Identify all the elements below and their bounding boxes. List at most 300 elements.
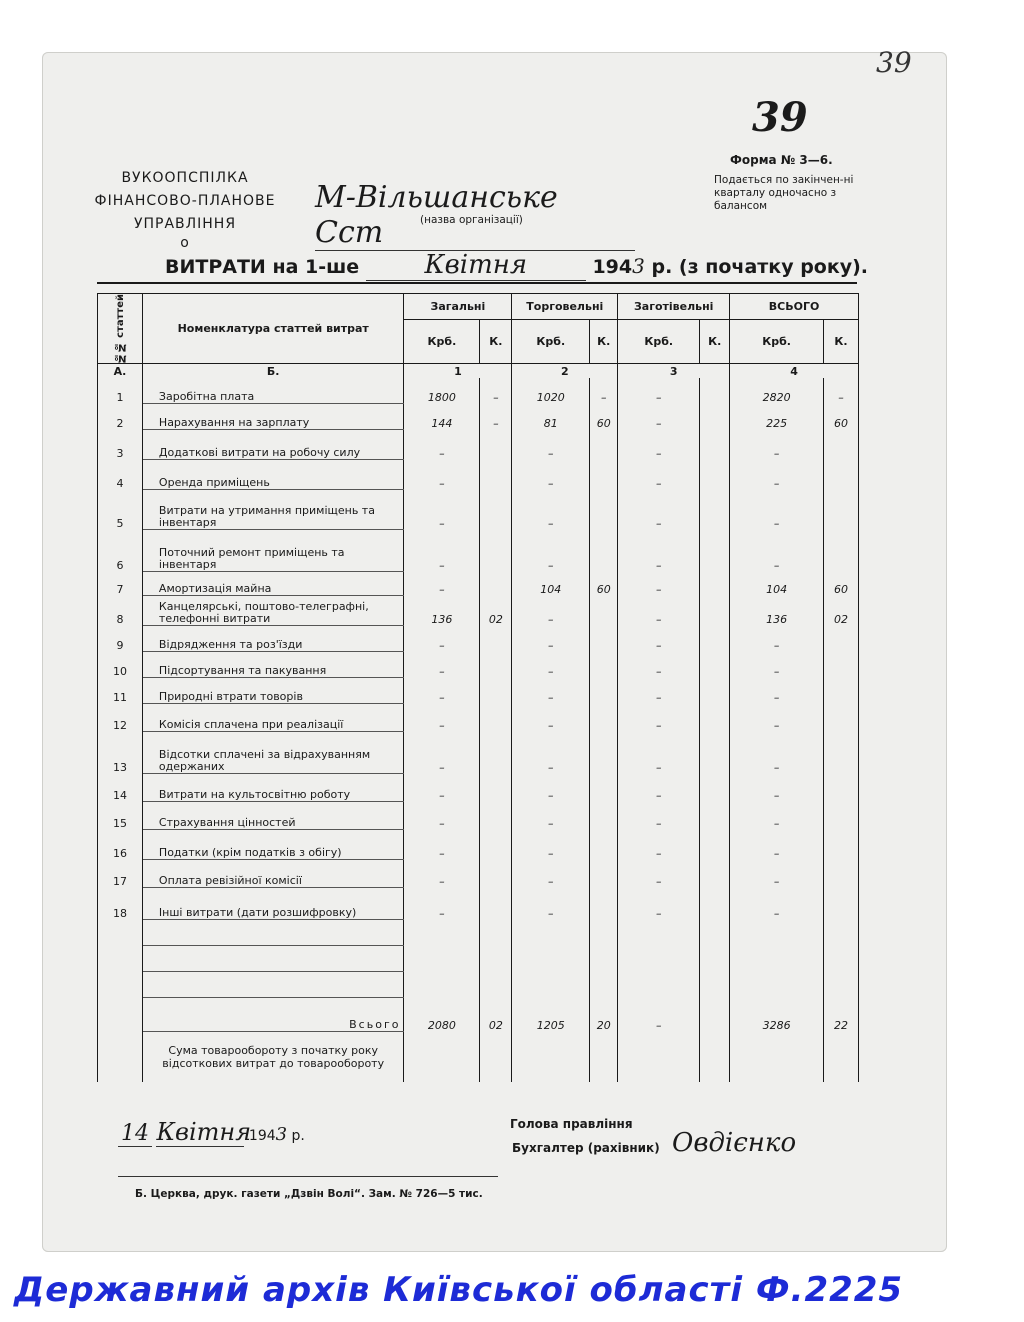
cell-trade-kop (590, 802, 618, 830)
table-row (98, 652, 859, 678)
blank-cell (142, 920, 404, 946)
row-name: Витрати на утримання приміщень та інвентаря (142, 490, 404, 530)
cell-total-kop (824, 704, 859, 732)
sub-kop-header: К. (480, 319, 512, 364)
cell-procurement-rub: – (618, 626, 700, 652)
cell-total-rub: – (730, 626, 824, 652)
turnover-cell (700, 1032, 730, 1082)
cell-procurement-rub: – (618, 830, 700, 860)
cell-procurement-kop (700, 830, 730, 860)
blank-cell (98, 920, 143, 946)
cell-trade-rub: – (512, 490, 590, 530)
blank-cell (730, 920, 824, 946)
cell-procurement-kop (700, 460, 730, 490)
cell-procurement-kop (700, 530, 730, 572)
row-number: 14 (98, 774, 143, 802)
cell-total-rub: 2820 (730, 378, 824, 404)
chairman-label: Голова правління (510, 1117, 633, 1131)
total-procurement-rub: – (618, 998, 700, 1032)
cell-general-rub: 136 (404, 596, 480, 626)
blank-cell (142, 946, 404, 972)
cell-trade-kop (590, 626, 618, 652)
cell-general-kop (480, 802, 512, 830)
cell-trade-kop: – (590, 378, 618, 404)
printer-imprint: Б. Церква, друк. газети „Дзвін Волі“. Зам. № 726—5 тис. (135, 1188, 483, 1200)
blank-cell (404, 972, 480, 998)
cell-trade-rub: – (512, 430, 590, 460)
group-trade-header: Торговельні (512, 294, 618, 320)
form-note: Подається по закінчен-ні кварталу одночасно з балансом (714, 174, 854, 212)
blank-cell (512, 946, 590, 972)
organization-name-handwritten: М-Вільшанське Сст (315, 180, 635, 251)
row-name: Комісія сплачена при реалізації (142, 704, 404, 732)
cell-trade-rub: – (512, 732, 590, 774)
organization-block (80, 167, 290, 250)
cell-total-rub: – (730, 774, 824, 802)
cell-total-kop (824, 626, 859, 652)
cell-trade-kop: 60 (590, 404, 618, 430)
row-name: Інші витрати (дати розшифровку) (142, 888, 404, 920)
cell-trade-rub: – (512, 704, 590, 732)
cell-procurement-kop (700, 652, 730, 678)
cell-general-kop (480, 678, 512, 704)
cell-total-kop (824, 460, 859, 490)
table-row (98, 490, 859, 530)
cell-procurement-kop (700, 704, 730, 732)
cell-procurement-rub: – (618, 704, 700, 732)
cell-procurement-kop (700, 732, 730, 774)
col-number-header: №№ статтей (98, 294, 143, 364)
cell-general-kop (480, 704, 512, 732)
cell-total-rub: 136 (730, 596, 824, 626)
cell-general-rub: – (404, 704, 480, 732)
cell-trade-kop (590, 430, 618, 460)
cell-procurement-rub: – (618, 802, 700, 830)
turnover-number-cell (98, 1032, 143, 1082)
table-row (98, 430, 859, 460)
cell-procurement-rub: – (618, 732, 700, 774)
cell-procurement-kop (700, 774, 730, 802)
cell-general-kop (480, 732, 512, 774)
row-name: Оплата ревізійної комісії (142, 860, 404, 888)
cell-procurement-kop (700, 430, 730, 460)
sub-kop-header: К. (700, 319, 730, 364)
blank-row (98, 946, 859, 972)
row-name: Природні втрати товорів (142, 678, 404, 704)
row-number: 4 (98, 460, 143, 490)
cell-total-kop: 02 (824, 596, 859, 626)
cell-general-kop (480, 490, 512, 530)
cell-total-rub: – (730, 802, 824, 830)
group-general-header: Загальні (404, 294, 512, 320)
row-name: Підсортування та пакування (142, 652, 404, 678)
row-number: 1 (98, 378, 143, 404)
blank-cell (480, 972, 512, 998)
cell-procurement-rub: – (618, 460, 700, 490)
row-name: Додаткові витрати на робочу силу (142, 430, 404, 460)
cell-general-kop: – (480, 404, 512, 430)
row-name: Заробітна плата (142, 378, 404, 404)
cell-general-rub: – (404, 802, 480, 830)
cell-total-rub: – (730, 460, 824, 490)
cell-trade-rub: – (512, 626, 590, 652)
cell-trade-rub: 1020 (512, 378, 590, 404)
sub-rub-header: Крб. (404, 319, 480, 364)
cell-general-rub: 144 (404, 404, 480, 430)
total-total-kop: 22 (824, 998, 859, 1032)
total-label: Всього (142, 998, 404, 1032)
table-row (98, 888, 859, 920)
blank-cell (618, 972, 700, 998)
cell-total-rub: – (730, 860, 824, 888)
group-procurement-header: Заготівельні (618, 294, 730, 320)
cell-trade-kop (590, 530, 618, 572)
cell-procurement-kop (700, 378, 730, 404)
row-name: Амортизація майна (142, 572, 404, 596)
row-number: 10 (98, 652, 143, 678)
cell-general-rub: – (404, 430, 480, 460)
row-name: Оренда приміщень (142, 460, 404, 490)
blank-row (98, 972, 859, 998)
blank-cell (590, 920, 618, 946)
cell-general-kop (480, 774, 512, 802)
cell-total-rub: – (730, 830, 824, 860)
cell-total-rub: 104 (730, 572, 824, 596)
cell-procurement-kop (700, 596, 730, 626)
row-name: Страхування цінностей (142, 802, 404, 830)
row-number: 7 (98, 572, 143, 596)
row-name: Поточний ремонт приміщень та інвентаря (142, 530, 404, 572)
date-day: 14 (118, 1121, 152, 1147)
table-row (98, 830, 859, 860)
row-number: 3 (98, 430, 143, 460)
index-b: Б. (142, 364, 404, 378)
cell-total-kop: 60 (824, 404, 859, 430)
blank-row (98, 920, 859, 946)
turnover-cell (404, 1032, 480, 1082)
cell-procurement-rub: – (618, 572, 700, 596)
cell-general-rub: – (404, 732, 480, 774)
cell-total-kop (824, 802, 859, 830)
table-row (98, 530, 859, 572)
cell-trade-kop (590, 732, 618, 774)
turnover-cell (618, 1032, 700, 1082)
title-year: 194 (592, 256, 633, 278)
sub-kop-header: К. (824, 319, 859, 364)
cell-general-kop (480, 830, 512, 860)
turnover-cell (480, 1032, 512, 1082)
cell-general-rub: – (404, 774, 480, 802)
report-title (165, 250, 868, 281)
table-row (98, 678, 859, 704)
cell-trade-rub: – (512, 652, 590, 678)
cell-general-kop (480, 626, 512, 652)
total-total-rub: 3286 (730, 998, 824, 1032)
cell-trade-rub: – (512, 774, 590, 802)
group-total-header: ВСЬОГО (730, 294, 859, 320)
sub-rub-header: Крб. (730, 319, 824, 364)
row-number: 8 (98, 596, 143, 626)
index-1: 1 (404, 364, 512, 378)
blank-cell (590, 946, 618, 972)
table-row (98, 626, 859, 652)
cell-trade-rub: – (512, 888, 590, 920)
cell-trade-rub: – (512, 678, 590, 704)
cell-trade-rub: – (512, 596, 590, 626)
cell-total-rub: – (730, 704, 824, 732)
corner-page-number: 39 (876, 46, 912, 79)
cell-general-rub: – (404, 830, 480, 860)
row-name: Нарахування на зарплату (142, 404, 404, 430)
cell-trade-rub: – (512, 530, 590, 572)
cell-trade-kop (590, 596, 618, 626)
cell-general-kop (480, 430, 512, 460)
blank-cell (618, 946, 700, 972)
blank-cell (824, 920, 859, 946)
cell-general-kop (480, 860, 512, 888)
index-2: 2 (512, 364, 618, 378)
cell-general-rub: – (404, 652, 480, 678)
title-year-handwritten: 3 (632, 254, 645, 278)
blank-cell (824, 946, 859, 972)
date-year: 194 (248, 1128, 276, 1144)
table-row (98, 802, 859, 830)
row-number: 18 (98, 888, 143, 920)
cell-general-rub: – (404, 572, 480, 596)
cell-total-kop (824, 860, 859, 888)
row-number: 12 (98, 704, 143, 732)
org-line-1: ВУКООПСПІЛКА (121, 170, 249, 186)
cell-total-kop: – (824, 378, 859, 404)
index-4: 4 (730, 364, 859, 378)
cell-total-kop (824, 678, 859, 704)
cell-trade-rub: – (512, 860, 590, 888)
signing-date (118, 1118, 305, 1147)
cell-procurement-rub: – (618, 774, 700, 802)
title-month: Квітня (366, 250, 586, 281)
row-number: 16 (98, 830, 143, 860)
cell-total-rub: – (730, 888, 824, 920)
blank-cell (512, 920, 590, 946)
sub-rub-header: Крб. (512, 319, 590, 364)
date-suffix: р. (291, 1128, 305, 1144)
cell-trade-rub: 104 (512, 572, 590, 596)
blank-cell (512, 972, 590, 998)
cell-general-rub: – (404, 888, 480, 920)
blank-cell (480, 920, 512, 946)
accountant-label: Бухгалтер (рахівник) (512, 1141, 660, 1155)
index-3: 3 (618, 364, 730, 378)
expenses-table (97, 293, 859, 1082)
row-number: 13 (98, 732, 143, 774)
row-number: 9 (98, 626, 143, 652)
total-general-rub: 2080 (404, 998, 480, 1032)
cell-total-rub: – (730, 652, 824, 678)
cell-procurement-rub: – (618, 652, 700, 678)
blank-cell (404, 946, 480, 972)
table-row (98, 732, 859, 774)
blank-cell (98, 972, 143, 998)
cell-procurement-rub: – (618, 430, 700, 460)
cell-total-kop: 60 (824, 572, 859, 596)
cell-general-rub: – (404, 626, 480, 652)
accountant-signature: Овдієнко (672, 1128, 797, 1158)
turnover-row (98, 1032, 859, 1082)
cell-total-kop (824, 774, 859, 802)
cell-trade-kop (590, 888, 618, 920)
cell-procurement-rub: – (618, 888, 700, 920)
cell-total-rub: – (730, 530, 824, 572)
blank-cell (730, 946, 824, 972)
cell-procurement-rub: – (618, 490, 700, 530)
total-procurement-kop (700, 998, 730, 1032)
cell-total-rub: – (730, 490, 824, 530)
cell-general-kop (480, 460, 512, 490)
index-a: А. (98, 364, 143, 378)
cell-total-kop (824, 732, 859, 774)
blank-cell (700, 946, 730, 972)
cell-general-kop: – (480, 378, 512, 404)
cell-total-kop (824, 430, 859, 460)
blank-cell (142, 972, 404, 998)
cell-total-rub: – (730, 678, 824, 704)
cell-procurement-kop (700, 888, 730, 920)
org-mark: o (180, 235, 190, 251)
row-number: 5 (98, 490, 143, 530)
cell-procurement-kop (700, 860, 730, 888)
cell-general-rub: 1800 (404, 378, 480, 404)
blank-cell (824, 972, 859, 998)
turnover-label: Сума товарообороту з початку року відсоткових витрат до товарообороту (142, 1032, 404, 1082)
cell-trade-kop (590, 830, 618, 860)
total-general-kop: 02 (480, 998, 512, 1032)
table-row (98, 704, 859, 732)
title-prefix: ВИТРАТИ на 1-ше (165, 256, 360, 278)
cell-procurement-rub: – (618, 860, 700, 888)
table-row (98, 860, 859, 888)
cell-procurement-kop (700, 678, 730, 704)
table-row (98, 460, 859, 490)
row-name: Витрати на культосвітню роботу (142, 774, 404, 802)
total-trade-rub: 1205 (512, 998, 590, 1032)
title-suffix: р. (з початку року). (651, 256, 869, 278)
cell-procurement-rub: – (618, 596, 700, 626)
cell-total-kop (824, 830, 859, 860)
cell-total-kop (824, 490, 859, 530)
blank-cell (618, 920, 700, 946)
cell-general-rub: – (404, 860, 480, 888)
cell-trade-kop (590, 860, 618, 888)
organization-caption: (назва організації) (420, 214, 523, 226)
cell-procurement-rub: – (618, 378, 700, 404)
date-year-handwritten: 3 (275, 1124, 288, 1145)
blank-cell (730, 972, 824, 998)
cell-total-rub: – (730, 430, 824, 460)
cell-total-kop (824, 530, 859, 572)
blank-cell (700, 972, 730, 998)
turnover-cell (730, 1032, 824, 1082)
cell-trade-rub: – (512, 830, 590, 860)
cell-general-kop (480, 652, 512, 678)
cell-total-rub: 225 (730, 404, 824, 430)
blank-cell (98, 946, 143, 972)
total-trade-kop: 20 (590, 998, 618, 1032)
turnover-cell (824, 1032, 859, 1082)
cell-procurement-kop (700, 626, 730, 652)
cell-trade-kop (590, 652, 618, 678)
cell-general-rub: – (404, 530, 480, 572)
blank-cell (480, 946, 512, 972)
blank-cell (404, 920, 480, 946)
cell-procurement-rub: – (618, 678, 700, 704)
table-row (98, 774, 859, 802)
form-label: Форма № 3—6. (730, 153, 833, 167)
total-number-cell (98, 998, 143, 1032)
cell-general-rub: – (404, 490, 480, 530)
cell-general-kop (480, 572, 512, 596)
org-line-2: ФІНАНСОВО-ПЛАНОВЕ (94, 193, 276, 209)
row-number: 17 (98, 860, 143, 888)
cell-trade-rub: 81 (512, 404, 590, 430)
cell-trade-kop (590, 704, 618, 732)
cell-general-kop (480, 888, 512, 920)
cell-trade-kop (590, 774, 618, 802)
cell-procurement-rub: – (618, 530, 700, 572)
handwritten-page-number: 39 (752, 94, 808, 141)
row-number: 11 (98, 678, 143, 704)
turnover-cell (512, 1032, 590, 1082)
cell-procurement-rub: – (618, 404, 700, 430)
row-name: Відрядження та роз'їзди (142, 626, 404, 652)
archive-caption: Державний архів Київської області Ф.2225 (14, 1270, 904, 1310)
cell-total-rub: – (730, 732, 824, 774)
table-row (98, 596, 859, 626)
sub-rub-header: Крб. (618, 319, 700, 364)
cell-trade-kop (590, 678, 618, 704)
table-row (98, 378, 859, 404)
table-row (98, 572, 859, 596)
row-name: Відсотки сплачені за відрахуванням одержаних (142, 732, 404, 774)
row-name: Податки (крім податків з обігу) (142, 830, 404, 860)
org-line-3: УПРАВЛІННЯ (133, 216, 237, 232)
date-month: Квітня (156, 1118, 252, 1146)
printer-rule (118, 1176, 498, 1177)
cell-trade-rub: – (512, 460, 590, 490)
cell-trade-kop: 60 (590, 572, 618, 596)
table-row (98, 404, 859, 430)
cell-procurement-kop (700, 802, 730, 830)
turnover-cell (590, 1032, 618, 1082)
cell-procurement-kop (700, 490, 730, 530)
row-name: Канцелярські, поштово-телеграфні, телефонні витрати (142, 596, 404, 626)
cell-trade-rub: – (512, 802, 590, 830)
row-number: 2 (98, 404, 143, 430)
cell-total-kop (824, 888, 859, 920)
row-number: 15 (98, 802, 143, 830)
cell-general-kop: 02 (480, 596, 512, 626)
cell-trade-kop (590, 490, 618, 530)
cell-procurement-kop (700, 572, 730, 596)
cell-general-kop (480, 530, 512, 572)
total-row (98, 998, 859, 1032)
blank-cell (700, 920, 730, 946)
cell-total-kop (824, 652, 859, 678)
cell-general-rub: – (404, 678, 480, 704)
row-number: 6 (98, 530, 143, 572)
title-rule (97, 282, 857, 284)
cell-general-rub: – (404, 460, 480, 490)
col-name-header: Номенклатура статтей витрат (142, 294, 404, 364)
